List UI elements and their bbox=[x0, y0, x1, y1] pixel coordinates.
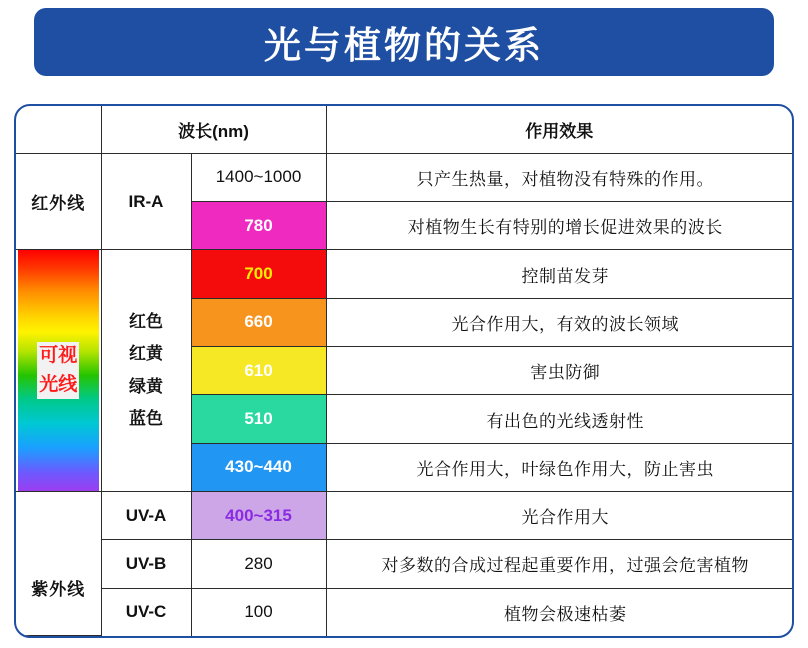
spectrum-gradient bbox=[18, 250, 99, 491]
table bbox=[16, 106, 792, 636]
wavelength-cell: 780 bbox=[191, 202, 326, 250]
table-row bbox=[16, 250, 792, 298]
table-row bbox=[16, 153, 792, 201]
effect-cell: 光合作用大，有效的波长领域 bbox=[326, 298, 792, 346]
title-bar bbox=[34, 8, 774, 76]
wavelength-cell: 100 bbox=[191, 588, 326, 635]
effect-cell: 光合作用大，叶绿色作用大，防止害虫 bbox=[326, 443, 792, 491]
effect-cell: 有出色的光线透射性 bbox=[326, 395, 792, 443]
wavelength-cell: 280 bbox=[191, 540, 326, 588]
category-ultraviolet: 紫外线 bbox=[16, 540, 101, 636]
effect-cell: 控制苗发芽 bbox=[326, 250, 792, 298]
wavelength-cell: 1400~1000 bbox=[191, 153, 326, 201]
wavelength-cell: 610 bbox=[191, 347, 326, 395]
wavelength-cell: 700 bbox=[191, 250, 326, 298]
table-row bbox=[16, 492, 792, 540]
band-uv-b: UV-B bbox=[101, 540, 191, 588]
band-color-red: 红色 bbox=[129, 312, 163, 332]
band-color-green-yellow: 绿黄 bbox=[129, 376, 163, 396]
wavelength-cell: 510 bbox=[191, 395, 326, 443]
wavelength-cell: 430~440 bbox=[191, 443, 326, 491]
category-infrared: 红外线 bbox=[16, 153, 101, 250]
effect-cell: 害虫防御 bbox=[326, 347, 792, 395]
header-wavelength: 波长(nm) bbox=[101, 106, 326, 153]
band-ir-a: IR-A bbox=[101, 153, 191, 250]
header-corner-blank bbox=[16, 106, 101, 153]
wavelength-cell: 660 bbox=[191, 298, 326, 346]
effect-cell: 对多数的合成过程起重要作用，过强会危害植物 bbox=[326, 540, 792, 588]
table-header-row bbox=[16, 106, 792, 153]
band-color-blue: 蓝色 bbox=[129, 409, 163, 429]
visible-spectrum-bar bbox=[16, 250, 101, 492]
effect-cell: 光合作用大 bbox=[326, 492, 792, 540]
band-color-red-yellow: 红黄 bbox=[129, 344, 163, 364]
page-title: 光与植物的关系 bbox=[264, 25, 544, 66]
light-plant-table bbox=[14, 104, 794, 638]
band-uv-c: UV-C bbox=[101, 588, 191, 635]
category-uv-spacer bbox=[16, 492, 101, 540]
table-row bbox=[16, 588, 792, 635]
effect-cell: 植物会极速枯萎 bbox=[326, 588, 792, 635]
band-visible-colors bbox=[101, 250, 191, 492]
category-visible-line2: 光线 bbox=[37, 371, 79, 400]
header-effect: 作用效果 bbox=[326, 106, 792, 153]
effect-cell: 只产生热量，对植物没有特殊的作用。 bbox=[326, 153, 792, 201]
effect-cell: 对植物生长有特别的增长促进效果的波长 bbox=[326, 202, 792, 250]
band-uv-a: UV-A bbox=[101, 492, 191, 540]
category-visible bbox=[37, 342, 79, 399]
wavelength-cell: 400~315 bbox=[191, 492, 326, 540]
category-visible-line1: 可视 bbox=[37, 342, 79, 371]
table-row bbox=[16, 540, 792, 588]
